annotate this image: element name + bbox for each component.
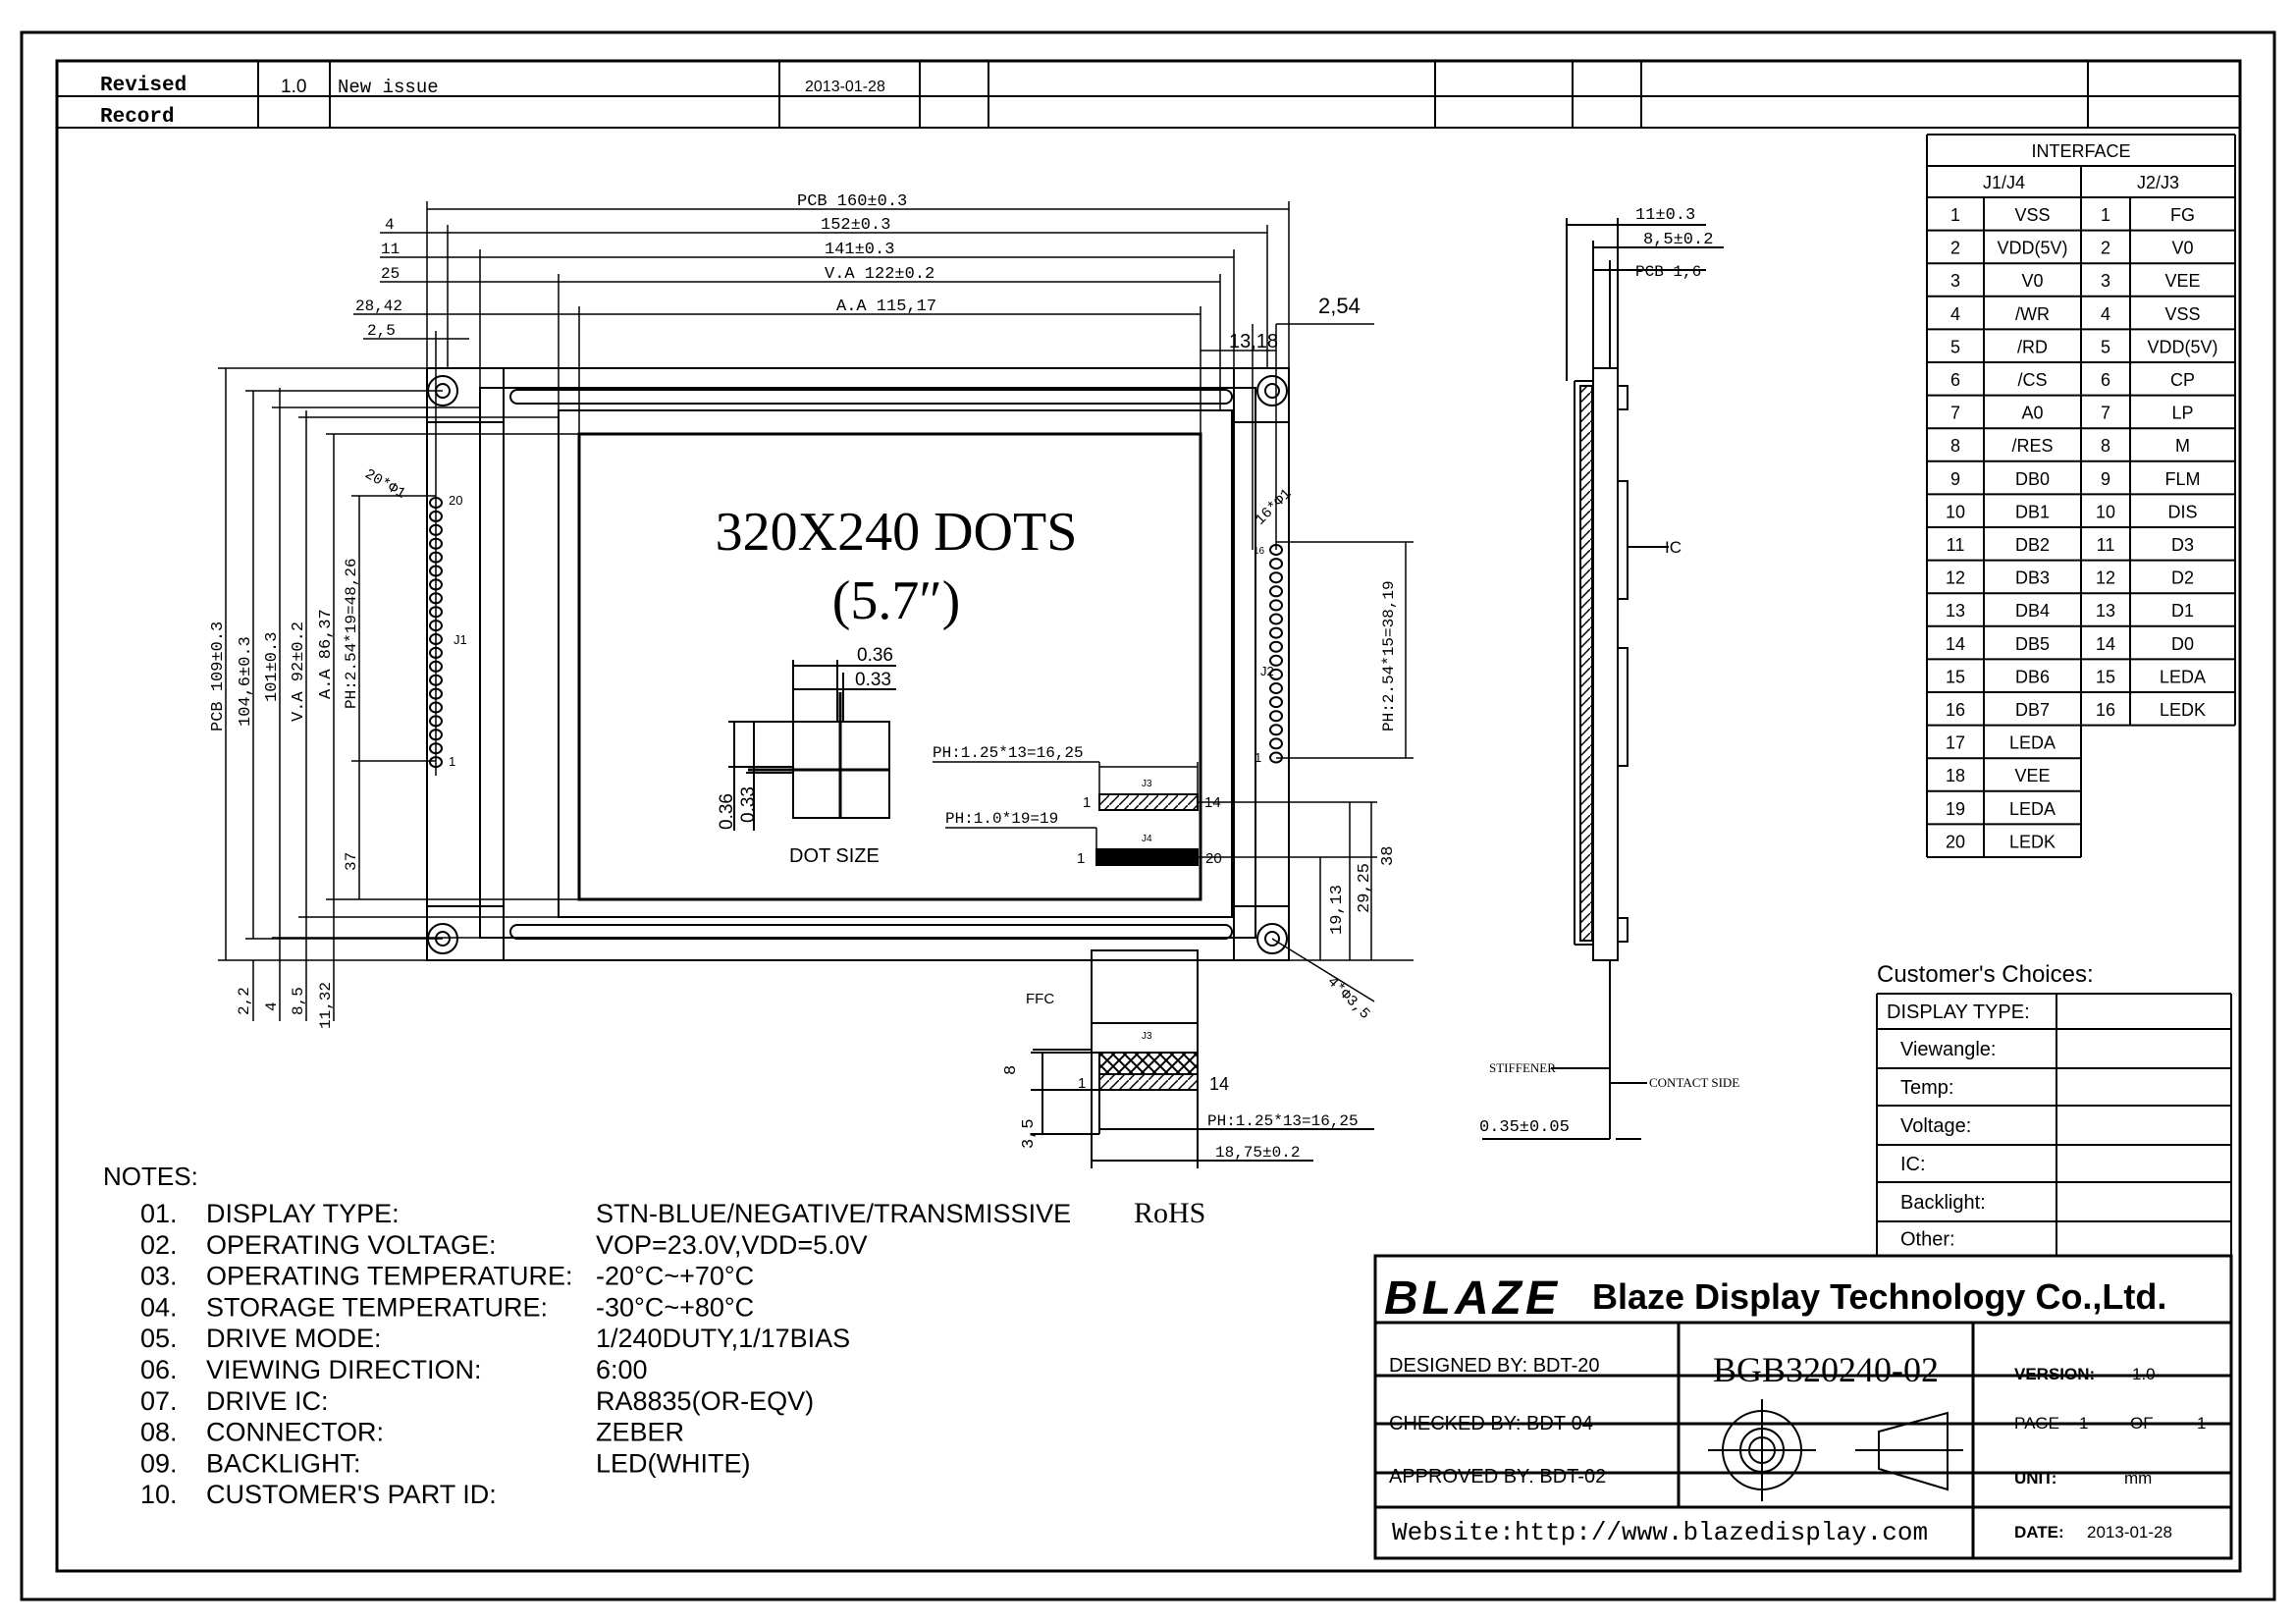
j3-pin14: 14: [1204, 794, 1221, 811]
date-value: 2013-01-28: [2087, 1523, 2172, 1542]
j2-label: J2: [1260, 664, 1274, 678]
ffc-pitch: PH:1.25*13=16,25: [1207, 1112, 1359, 1130]
note-number: 07.: [140, 1385, 178, 1416]
revision-description: New issue: [338, 77, 439, 98]
j4-front-label: J4: [1142, 834, 1152, 844]
j2-pin-signal: D2: [2170, 568, 2195, 588]
blaze-logo: [1384, 1272, 1561, 1325]
j2-pin-signal: CP: [2169, 370, 2196, 390]
choice-label: Voltage:: [1900, 1115, 1972, 1137]
note-label: CONNECTOR:: [206, 1417, 385, 1447]
dot-size-v: 0.33: [738, 786, 759, 823]
j1-pin-num: 10: [1945, 502, 1966, 522]
dim-j2-holes: 16*Φ1: [1252, 485, 1296, 529]
j1-pin-signal: DB0: [2014, 468, 2051, 489]
dim-1913: 19,13: [1328, 884, 1347, 935]
j1-pin-signal: V0: [2021, 271, 2044, 292]
j2-pin: [1270, 615, 1282, 624]
note-number: 08.: [140, 1417, 178, 1447]
note-number: 02.: [140, 1229, 178, 1260]
dim-37: 37: [343, 851, 360, 871]
j2-pin: [1270, 572, 1282, 582]
j1-pin-signal: DB5: [2014, 633, 2051, 654]
dim-152: 152±0.3: [821, 216, 891, 235]
record-label: Record: [100, 106, 175, 129]
note-value: VOP=23.0V,VDD=5.0V: [596, 1229, 868, 1260]
interface-title: INTERFACE: [2031, 141, 2131, 161]
viewing-area: [559, 410, 1232, 917]
unit-value: mm: [2124, 1469, 2153, 1488]
note-extra: RoHS: [1134, 1197, 1206, 1229]
j1-pin-num: 7: [1949, 403, 1961, 423]
j1-pin-signal: /WR: [2015, 303, 2050, 324]
note-value: -30°C~+80°C: [596, 1292, 755, 1323]
j1-pin-signal: /RES: [2011, 436, 2054, 457]
j2-pin-num: 5: [2100, 337, 2111, 357]
j2-pin-signal: LP: [2171, 403, 2194, 423]
dim-254: 2,54: [1318, 294, 1361, 318]
projection-symbol-icon: [1708, 1399, 1963, 1501]
dot-size-h: 0.33: [855, 670, 891, 690]
dim-38: 38: [1379, 845, 1398, 866]
j1-pin-num: 5: [1949, 337, 1961, 357]
j2-pin-num: 9: [2100, 468, 2111, 489]
j3-pin1: 1: [1083, 794, 1092, 811]
note-number: 10.: [140, 1480, 178, 1510]
j1-pin20: 20: [449, 493, 463, 508]
j2-pin: [1270, 642, 1282, 652]
date-label: DATE:: [2014, 1523, 2064, 1542]
ffc-label: FFC: [1026, 991, 1055, 1007]
j2-pin-num: 2: [2100, 238, 2111, 258]
version-value: 1.0: [2132, 1365, 2156, 1383]
notes-title: NOTES:: [103, 1162, 198, 1191]
resolution-title: 320X240 DOTS: [715, 502, 1078, 563]
j2-pin-signal: D1: [2170, 601, 2195, 622]
j1-pin-signal: DB3: [2014, 568, 2051, 588]
j2-pin: [1270, 711, 1282, 721]
choice-label: Backlight:: [1900, 1192, 1986, 1214]
j1-pin-num: 8: [1949, 436, 1961, 457]
note-label: OPERATING VOLTAGE:: [206, 1229, 497, 1260]
j1-pin-num: 3: [1949, 271, 1961, 292]
choice-label: IC:: [1900, 1154, 1926, 1175]
j2-pin-num: 4: [2100, 303, 2111, 324]
note-number: 04.: [140, 1292, 178, 1323]
j1-pin-signal: LEDA: [2008, 798, 2056, 819]
ffc-width: 18,75±0.2: [1215, 1144, 1301, 1162]
note-number: 03.: [140, 1261, 178, 1291]
note-value: STN-BLUE/NEGATIVE/TRANSMISSIVE: [596, 1199, 1072, 1228]
j2-pin-num: 16: [2095, 700, 2116, 720]
j1-pin-num: 16: [1945, 700, 1966, 720]
j1-label: J1: [454, 632, 467, 647]
j2-pin: [1270, 559, 1282, 568]
stiffener-label: STIFFENER: [1489, 1060, 1556, 1075]
dim-va-width: V.A 122±0.2: [825, 265, 935, 284]
j3-front-label: J3: [1142, 779, 1152, 789]
j3-front: [1099, 794, 1198, 810]
revision-version: 1.0: [281, 77, 307, 97]
j1-pin-signal: DB6: [2014, 667, 2051, 687]
j1-pin-signal: DB7: [2014, 700, 2051, 720]
note-value: ZEBER: [596, 1417, 685, 1447]
approved-by: APPROVED BY: BDT-02: [1389, 1466, 1607, 1488]
j2-pin: [1270, 600, 1282, 610]
ffc-pin14: 14: [1209, 1074, 1230, 1094]
note-label: STORAGE TEMPERATURE:: [206, 1292, 549, 1323]
j1-pin-num: 1: [1949, 205, 1961, 225]
j2-pin-num: 1: [2100, 205, 2111, 225]
checked-by: CHECKED BY: BDT-04: [1389, 1413, 1593, 1435]
dim-2925: 29,25: [1356, 862, 1374, 913]
front-view: [209, 192, 1414, 1168]
j2-pin: [1270, 628, 1282, 638]
j1-pin-num: 20: [1945, 832, 1966, 852]
j1-pin-signal: LEDA: [2008, 732, 2056, 753]
j2-pin-signal: VSS: [2164, 303, 2201, 324]
j2-pin16: 16: [1254, 546, 1265, 557]
j1-pin-signal: DB2: [2014, 535, 2051, 555]
dim-1318: 13,18: [1229, 331, 1279, 352]
j1-pin-num: 9: [1949, 468, 1961, 489]
side-view: [1479, 206, 1739, 1139]
choice-label: Temp:: [1900, 1077, 1954, 1099]
j2-pin-num: 12: [2095, 568, 2116, 588]
note-value: 6:00: [596, 1355, 648, 1384]
j2-pin-signal: LEDK: [2159, 700, 2207, 720]
size-title: (5.7″): [831, 570, 961, 631]
website: Website:http://www.blazedisplay.com: [1392, 1518, 1929, 1547]
contact-side-label: CONTACT SIDE: [1649, 1075, 1740, 1090]
j1-pin1: 1: [449, 754, 456, 769]
j2-pin: [1270, 683, 1282, 693]
dim-1046: 104,6±0.3: [237, 636, 255, 727]
note-label: BACKLIGHT:: [206, 1448, 361, 1479]
note-number: 05.: [140, 1324, 178, 1354]
j1-pin-signal: /RD: [2017, 337, 2048, 357]
j2-pin-signal: D0: [2170, 633, 2195, 654]
dim-101: 101±0.3: [263, 631, 282, 702]
dim-4: 4: [385, 216, 395, 234]
note-label: CUSTOMER'S PART ID:: [206, 1480, 497, 1510]
j1-pin-signal: DB1: [2014, 502, 2051, 522]
j4-front: [1096, 849, 1198, 865]
choices-title: Customer's Choices:: [1877, 961, 2094, 988]
note-number: 06.: [140, 1355, 178, 1384]
notes-list: [140, 1197, 1205, 1509]
dim-mount-holes: 4*Φ3,5: [1323, 973, 1373, 1023]
dim-1132: 11,32: [317, 981, 335, 1029]
j2-pin-num: 10: [2095, 502, 2116, 522]
choice-label: DISPLAY TYPE:: [1887, 1001, 2030, 1023]
dim-2842: 28,42: [355, 298, 403, 315]
j1-pin-num: 4: [1949, 303, 1961, 324]
j2-pin-signal: FG: [2170, 205, 2195, 225]
dim-11: 11: [381, 241, 400, 258]
dim-85: 8,5: [290, 987, 307, 1015]
dim-j1-holes: 20*Φ1: [361, 465, 408, 503]
j2-pin-signal: D3: [2170, 535, 2195, 555]
j1-pin-num: 18: [1945, 766, 1966, 786]
j2-pin-num: 11: [2096, 535, 2115, 555]
ffc-cable: [1031, 950, 1374, 1168]
j1-pin-signal: DB4: [2014, 601, 2051, 622]
j2-pin-num: 7: [2100, 403, 2111, 423]
side-dim-pcb: PCB 1,6: [1635, 263, 1702, 281]
company-name: Blaze Display Technology Co.,Ltd.: [1592, 1276, 2167, 1317]
ffc-j3-label: J3: [1142, 1031, 1152, 1042]
j1-pin-signal: VDD(5V): [1997, 238, 2068, 258]
designed-by: DESIGNED BY: BDT-20: [1389, 1355, 1600, 1377]
j3-pitch: PH:1.25*13=16,25: [933, 744, 1084, 762]
j2-pin-num: 13: [2095, 601, 2116, 622]
j2-pin-num: 3: [2100, 271, 2111, 292]
version-label: VERSION:: [2014, 1365, 2096, 1383]
choice-label: Other:: [1900, 1228, 1955, 1251]
j1-pin-signal: VEE: [2014, 766, 2051, 786]
j1-pin-num: 14: [1945, 633, 1966, 654]
side-dim-035: 0.35±0.05: [1479, 1118, 1570, 1137]
j2-pin-num: 15: [2095, 667, 2116, 687]
dim-4-bottom: 4: [263, 1001, 281, 1011]
inner-border: [57, 61, 2240, 1571]
j1-pin-signal: /CS: [2017, 370, 2048, 390]
j1-pin-num: 19: [1945, 798, 1966, 819]
j2-pin-signal: M: [2175, 436, 2190, 457]
side-dim-11: 11±0.3: [1635, 206, 1696, 225]
dim-j2-pitch: PH:2.54*15=38,19: [1380, 580, 1398, 731]
dim-2-5: 2,5: [367, 322, 396, 340]
j1-pin-signal: A0: [2021, 403, 2044, 423]
interface-col-j1: J1/J4: [1982, 173, 2026, 192]
j1-pin-signal: VSS: [2014, 205, 2051, 225]
page-label: PAGE: [2014, 1414, 2059, 1433]
j1-pin-num: 12: [1945, 568, 1966, 588]
note-value: -20°C~+70°C: [596, 1261, 755, 1291]
j2-pin-signal: FLM: [2164, 468, 2201, 489]
j1-pin-num: 15: [1945, 667, 1966, 687]
j2-pin: [1270, 586, 1282, 596]
j4-pitch: PH:1.0*19=19: [945, 810, 1059, 828]
j2-pin: [1270, 697, 1282, 707]
ffc-dim-35: 3,5: [1020, 1118, 1039, 1149]
note-value: LED(WHITE): [596, 1448, 751, 1479]
note-label: DRIVE MODE:: [206, 1324, 382, 1354]
dot-pitch-v: 0.36: [717, 793, 737, 830]
dim-aa-width: A.A 115,17: [836, 298, 937, 316]
j2-connector: [1270, 545, 1282, 763]
interface-col-j2: J2/J3: [2136, 173, 2180, 192]
j2-pin-num: 8: [2100, 436, 2111, 457]
choices-table: [1877, 994, 2231, 1256]
j2-pin-signal: LEDA: [2159, 667, 2207, 687]
j2-pin: [1270, 738, 1282, 748]
dim-25: 25: [381, 265, 400, 283]
part-number: BGB320240-02: [1712, 1350, 1940, 1389]
note-number: 01.: [140, 1199, 178, 1228]
note-label: OPERATING TEMPERATURE:: [206, 1261, 573, 1291]
mount-hole-tr: [1257, 376, 1287, 406]
note-label: VIEWING DIRECTION:: [206, 1355, 482, 1384]
j2-pin: [1270, 725, 1282, 734]
side-dim-85: 8,5±0.2: [1643, 231, 1714, 249]
page-value: 1: [2079, 1414, 2089, 1433]
j2-pin-signal: VEE: [2164, 271, 2201, 292]
j2-pin1: 1: [1255, 750, 1262, 765]
interface-table: [1927, 135, 2235, 857]
dim-141: 141±0.3: [825, 241, 895, 259]
dot-pitch-h: 0.36: [857, 645, 893, 666]
dim-j1-pitch: PH:2.54*19=48,26: [343, 558, 360, 709]
dim-pcb-width: PCB 160±0.3: [797, 192, 908, 211]
note-label: DRIVE IC:: [206, 1385, 329, 1416]
j4-pin20: 20: [1205, 850, 1222, 867]
j1-pin-num: 11: [1946, 535, 1965, 555]
revision-date: 2013-01-28: [805, 79, 885, 95]
j1-pin-num: 2: [1949, 238, 1961, 258]
of-label: OF: [2130, 1414, 2154, 1433]
j1-pin-num: 6: [1949, 370, 1961, 390]
note-number: 09.: [140, 1448, 178, 1479]
unit-label: UNIT:: [2014, 1469, 2057, 1488]
j2-pin-signal: VDD(5V): [2147, 337, 2218, 357]
dim-aa-height: A.A 86,37: [317, 609, 336, 699]
choice-label: Viewangle:: [1900, 1039, 1997, 1060]
j2-pin-signal: V0: [2171, 238, 2194, 258]
dim-va-height: V.A 92±0.2: [290, 621, 308, 722]
j1-pin-signal: LEDK: [2008, 832, 2056, 852]
side-ic-label: IC: [1665, 538, 1682, 557]
revised-label: Revised: [100, 75, 187, 97]
dim-pcb-height: PCB 109±0.3: [209, 621, 228, 731]
j2-pin-num: 6: [2100, 370, 2111, 390]
pages-value: 1: [2197, 1414, 2207, 1433]
j2-pin-signal: DIS: [2167, 502, 2198, 522]
dot-size-label: DOT SIZE: [789, 845, 880, 867]
note-label: DISPLAY TYPE:: [206, 1199, 400, 1228]
note-value: RA8835(OR-EQV): [596, 1385, 815, 1416]
dim-22: 2,2: [236, 987, 253, 1015]
note-value: 1/240DUTY,1/17BIAS: [596, 1324, 851, 1354]
j1-pin-num: 17: [1945, 732, 1966, 753]
j2-pin-num: 14: [2095, 633, 2116, 654]
j4-pin1: 1: [1077, 850, 1086, 867]
logo-text: BLAZE: [1384, 1272, 1561, 1325]
ffc-pin1: 1: [1078, 1075, 1087, 1092]
ffc-dim-8: 8: [1002, 1064, 1021, 1075]
j1-pin-num: 13: [1945, 601, 1966, 622]
